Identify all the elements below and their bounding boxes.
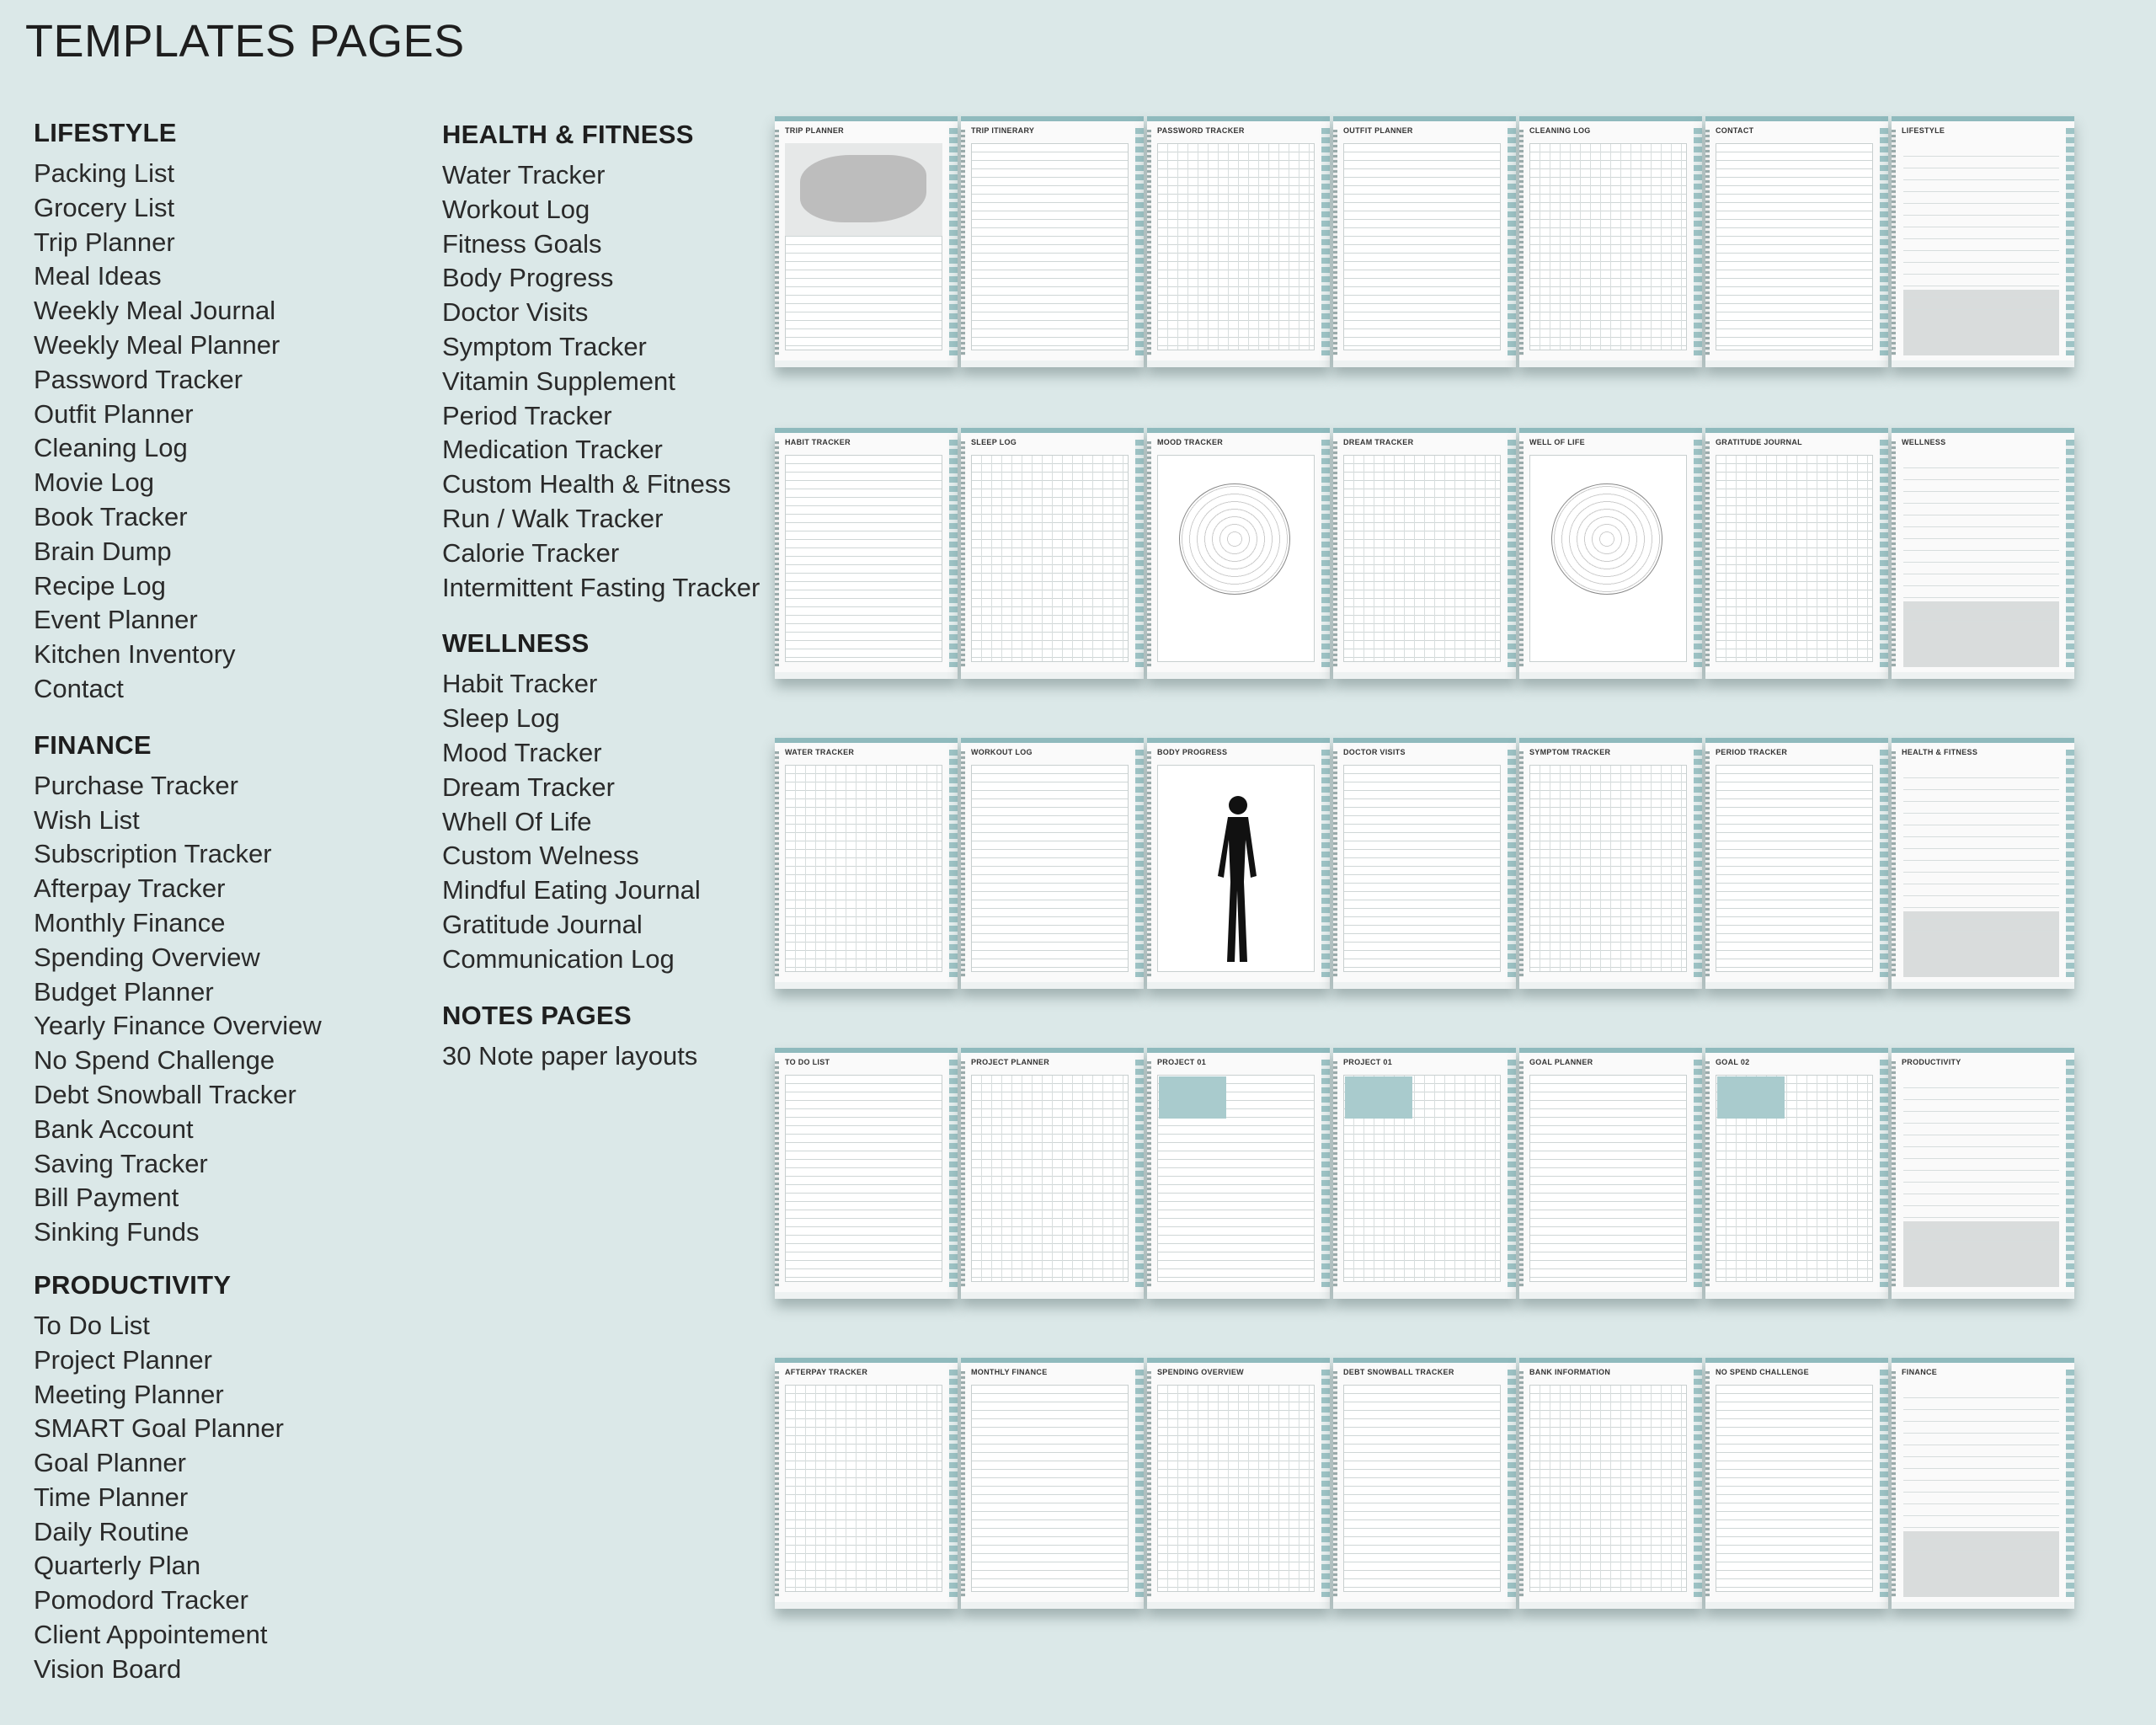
template-page-thumbnail [1705,1358,1888,1609]
template-page-thumbnail [1705,428,1888,679]
side-tabs [1135,128,1144,355]
binding-edge [775,130,779,355]
finance-list [34,769,322,1250]
list-item: Saving Tracker [34,1148,208,1178]
binding-edge [1892,1061,1896,1287]
thumbnail-title: TRIP PLANNER [785,126,844,135]
list-item: Weekly Meal Journal [34,296,276,326]
template-page-thumbnail [1333,428,1516,679]
binding-edge [775,1061,779,1287]
thumbnail-title: WATER TRACKER [785,748,855,756]
list-item: Wish List [34,804,140,835]
list-item: No Spend Challenge [34,1045,275,1076]
thumbnail-title: DREAM TRACKER [1343,438,1414,446]
thumbnail-title: SLEEP LOG [971,438,1017,446]
side-tabs [1508,750,1516,977]
side-tabs [1508,128,1516,355]
binding-edge [961,441,965,667]
binding-edge [961,751,965,977]
thumbnail-title: WELL OF LIFE [1529,438,1585,446]
list-item: Trip Planner [34,227,175,257]
productivity-heading: PRODUCTIVITY [34,1269,232,1300]
notes-list [442,1039,760,1074]
template-page-thumbnail [1705,116,1888,367]
list-item: Sinking Funds [34,1217,200,1247]
list-item: Recipe Log [34,570,166,601]
thumbnail-title: LIFESTYLE [1902,126,1945,135]
side-tabs [1321,750,1330,977]
binding-edge [1333,130,1337,355]
list-item: Time Planner [34,1482,189,1512]
list-item: Debt Snowball Tracker [34,1079,296,1109]
list-item: Password Tracker [34,364,243,394]
thumbnail-title: GRATITUDE JOURNAL [1716,438,1802,446]
side-tabs [1694,1060,1702,1287]
list-item: Run / Walk Tracker [442,503,664,533]
list-item: Grocery List [34,192,175,222]
list-item: Custom Welness [442,841,639,871]
binding-edge [1147,441,1151,667]
list-item: Kitchen Inventory [34,639,236,670]
template-page-thumbnail [961,428,1144,679]
template-page-thumbnail [1892,738,2074,989]
template-page-thumbnail [1519,1358,1702,1609]
list-item: Daily Routine [34,1516,189,1546]
thumbnail-title: MOOD TRACKER [1157,438,1224,446]
thumbnail-title: NO SPEND CHALLENGE [1716,1368,1809,1376]
list-item: Monthly Finance [34,907,226,937]
list-item: Custom Health & Fitness [442,469,731,499]
thumbnail-title: GOAL PLANNER [1529,1058,1593,1066]
productivity-section [34,1270,322,1687]
list-item: Fitness Goals [442,228,602,259]
list-item: Intermittent Fasting Tracker [442,572,760,602]
binding-edge [1892,751,1896,977]
list-item: Mood Tracker [442,737,602,767]
binding-edge [1333,441,1337,667]
binding-edge [1333,751,1337,977]
binding-edge [1892,441,1896,667]
list-item: SMART Goal Planner [34,1413,284,1444]
list-item: Project Planner [34,1344,212,1375]
thumbnail-title: DEBT SNOWBALL TRACKER [1343,1368,1454,1376]
wellness-list [442,667,760,976]
binding-edge [1705,751,1710,977]
binding-edge [775,441,779,667]
binding-edge [775,1371,779,1597]
wellness-heading: WELLNESS [442,628,590,659]
list-item: Cleaning Log [34,433,188,463]
list-item: Symptom Tracker [442,331,647,361]
list-item: Bank Account [34,1114,194,1144]
list-item: Habit Tracker [442,669,598,699]
thumbnail-title: FINANCE [1902,1368,1938,1376]
template-page-thumbnail [775,428,958,679]
thumbnail-title: AFTERPAY TRACKER [785,1368,868,1376]
thumbnail-title: WORKOUT LOG [971,748,1033,756]
side-tabs [1694,750,1702,977]
side-tabs [1135,750,1144,977]
template-page-thumbnail [1333,1048,1516,1299]
binding-edge [1892,1371,1896,1597]
list-item: Purchase Tracker [34,770,238,800]
lifestyle-section [34,118,322,707]
side-tabs [949,750,958,977]
thumbnail-title: SPENDING OVERVIEW [1157,1368,1244,1376]
list-item: Calorie Tracker [442,537,620,568]
template-page-thumbnail [1519,738,1702,989]
thumbnail-title: DOCTOR VISITS [1343,748,1406,756]
list-item: 30 Note paper layouts [442,1040,698,1071]
thumbnail-title: WELLNESS [1902,438,1946,446]
template-page-thumbnail [1519,1048,1702,1299]
list-item: Budget Planner [34,976,214,1007]
binding-edge [1705,130,1710,355]
side-tabs [1880,128,1888,355]
list-item: To Do List [34,1310,150,1340]
notes-heading: NOTES PAGES [442,1000,632,1030]
side-tabs [949,440,958,667]
side-tabs [949,128,958,355]
side-tabs [2066,440,2074,667]
template-page-thumbnail [961,116,1144,367]
list-item: Period Tracker [442,400,612,430]
template-page-thumbnail [961,1358,1144,1609]
thumbnail-row [775,116,2074,369]
page-title: TEMPLATES PAGES [25,16,465,67]
template-page-thumbnail [1333,116,1516,367]
template-page-thumbnail [1147,1358,1330,1609]
template-page-thumbnail [1147,116,1330,367]
binding-edge [961,130,965,355]
side-tabs [1694,128,1702,355]
body-silhouette-icon [1213,793,1263,970]
thumbnail-title: GOAL 02 [1716,1058,1750,1066]
side-tabs [1880,750,1888,977]
template-page-thumbnail [1705,1048,1888,1299]
list-item: Packing List [34,158,175,188]
thumbnail-title: PROJECT 01 [1343,1058,1393,1066]
template-page-thumbnail [775,1048,958,1299]
binding-edge [1519,751,1524,977]
list-item: Medication Tracker [442,435,663,465]
thumbnail-title: PRODUCTIVITY [1902,1058,1961,1066]
thumbnail-title: PASSWORD TRACKER [1157,126,1245,135]
side-tabs [949,1060,958,1287]
list-item: Contact [34,673,124,703]
binding-edge [1519,1061,1524,1287]
thumbnail-title: SYMPTOM TRACKER [1529,748,1611,756]
finance-section [34,730,322,1250]
list-item: Whell Of Life [442,806,592,836]
list-item: Water Tracker [442,160,606,190]
thumbnail-title: PROJECT 01 [1157,1058,1207,1066]
thumbnail-title: PERIOD TRACKER [1716,748,1788,756]
template-page-thumbnail [1705,738,1888,989]
side-tabs [1135,1370,1144,1597]
binding-edge [1705,1371,1710,1597]
side-tabs [1880,1060,1888,1287]
thumbnail-title: OUTFIT PLANNER [1343,126,1413,135]
lifestyle-heading: LIFESTYLE [34,118,177,147]
list-item: Vision Board [34,1653,182,1684]
binding-edge [1147,1371,1151,1597]
binding-edge [961,1371,965,1597]
list-item: Brain Dump [34,536,172,566]
side-tabs [1321,128,1330,355]
list-item: Sleep Log [442,703,560,734]
thumbnail-title: TRIP ITINERARY [971,126,1035,135]
list-item: Spending Overview [34,942,260,972]
notes-section [442,1001,760,1074]
side-tabs [2066,750,2074,977]
thumbnail-row [775,428,2074,681]
side-tabs [1321,1370,1330,1597]
binding-edge [1892,130,1896,355]
template-page-thumbnail [1892,116,2074,367]
wellness-section [442,628,760,976]
list-item: Meal Ideas [34,261,162,291]
side-tabs [1135,440,1144,667]
binding-edge [1333,1371,1337,1597]
binding-edge [1147,751,1151,977]
side-tabs [2066,1060,2074,1287]
side-tabs [1321,440,1330,667]
side-tabs [1508,440,1516,667]
list-item: Yearly Finance Overview [34,1011,322,1041]
binding-edge [961,1061,965,1287]
list-item: Workout Log [442,194,590,224]
binding-edge [1705,1061,1710,1287]
list-item: Weekly Meal Planner [34,329,280,360]
list-item: Bill Payment [34,1183,179,1213]
thumbnail-row [775,1048,2074,1300]
list-item: Goal Planner [34,1448,186,1478]
template-page-thumbnail [775,738,958,989]
side-tabs [1694,1370,1702,1597]
template-page-thumbnail [775,1358,958,1609]
side-tabs [1135,1060,1144,1287]
template-page-thumbnail [1333,738,1516,989]
list-item: Subscription Tracker [34,839,272,869]
thumbnail-title: HEALTH & FITNESS [1902,748,1978,756]
list-item: Event Planner [34,605,198,635]
template-page-thumbnail [1892,1358,2074,1609]
thumbnail-row [775,1358,2074,1610]
list-item: Gratitude Journal [442,909,643,939]
thumbnail-title: MONTHLY FINANCE [971,1368,1048,1376]
thumbnail-title: CLEANING LOG [1529,126,1591,135]
list-item: Client Appointement [34,1620,268,1650]
binding-edge [1147,130,1151,355]
binding-edge [1519,130,1524,355]
list-item: Body Progress [442,263,614,293]
list-item: Dream Tracker [442,772,615,802]
side-tabs [1508,1060,1516,1287]
template-page-thumbnail [1519,116,1702,367]
list-item: Mindful Eating Journal [442,875,701,905]
template-page-thumbnail [1147,1048,1330,1299]
productivity-list [34,1309,322,1687]
list-item: Vitamin Supplement [442,366,675,396]
template-page-thumbnail [961,1048,1144,1299]
list-item: Book Tracker [34,501,188,531]
list-item: Afterpay Tracker [34,873,226,904]
template-page-thumbnail [1519,428,1702,679]
template-page-thumbnail [1333,1358,1516,1609]
list-item: Communication Log [442,943,675,974]
template-page-thumbnail [1147,428,1330,679]
list-item: Movie Log [34,467,155,498]
side-tabs [949,1370,958,1597]
list-item: Doctor Visits [442,297,589,328]
template-page-thumbnail [775,116,958,367]
side-tabs [2066,1370,2074,1597]
list-item: Meeting Planner [34,1379,224,1409]
list-item: Outfit Planner [34,398,194,429]
binding-edge [1705,441,1710,667]
binding-edge [1519,1371,1524,1597]
side-tabs [1880,1370,1888,1597]
binding-edge [1333,1061,1337,1287]
template-page-thumbnail [961,738,1144,989]
thumbnail-title: CONTACT [1716,126,1754,135]
thumbnail-row [775,738,2074,991]
binding-edge [1147,1061,1151,1287]
thumbnail-title: TO DO LIST [785,1058,830,1066]
finance-heading: FINANCE [34,729,152,760]
lifestyle-list [34,157,322,707]
side-tabs [1694,440,1702,667]
side-tabs [1321,1060,1330,1287]
left-column [34,118,322,1704]
thumbnail-title: BODY PROGRESS [1157,748,1228,756]
health-list [442,158,760,605]
thumbnail-title: BANK INFORMATION [1529,1368,1611,1376]
template-page-thumbnail [1147,738,1330,989]
binding-edge [775,751,779,977]
thumbnail-title: PROJECT PLANNER [971,1058,1050,1066]
side-tabs [1508,1370,1516,1597]
list-item: Quarterly Plan [34,1551,201,1581]
template-page-thumbnail [1892,428,2074,679]
binding-edge [1519,441,1524,667]
middle-column [442,120,760,1090]
health-heading: HEALTH & FITNESS [442,120,694,149]
health-section [442,120,760,605]
side-tabs [2066,128,2074,355]
thumbnail-title: HABIT TRACKER [785,438,851,446]
side-tabs [1880,440,1888,667]
list-item: Pomodord Tracker [34,1585,248,1616]
template-page-thumbnail [1892,1048,2074,1299]
